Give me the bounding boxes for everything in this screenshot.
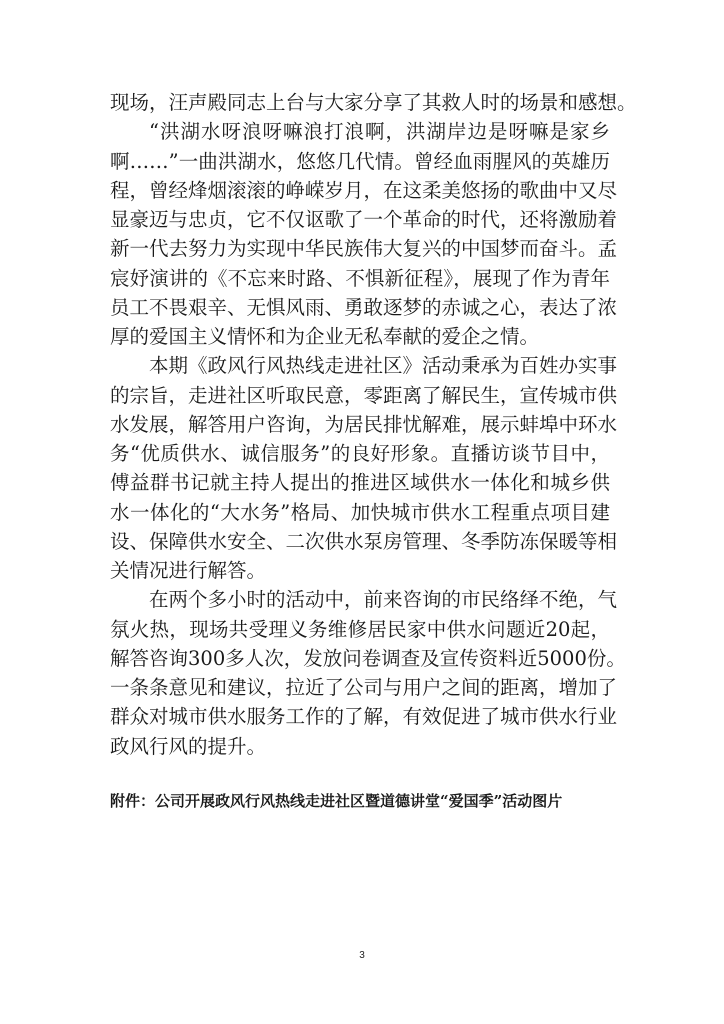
paragraph-3-line-4: 务“优质供水、诚信服务”的良好形象。直播访谈节目中，	[110, 442, 610, 465]
paragraph-2-line-4: 显豪迈与忠贞，它不仅讴歌了一个革命的时代，还将激励着	[110, 208, 618, 231]
paragraph-2-line-6: 宸妤演讲的《不忘来时路、不惧新征程》，展现了作为青年	[110, 266, 610, 290]
paragraph-4-line-2: 氛火热，现场共受理义务维修居民家中供水问题近20起，	[110, 617, 610, 641]
paragraph-2-line-3: 程，曾经烽烟滚滚的峥嵘岁月，在这柔美悠扬的歌曲中又尽	[110, 178, 618, 202]
paragraph-3-line-1: 本期《政风行风热线走进社区》活动秉承为百姓办实事	[149, 354, 618, 378]
paragraph-4-line-4: 一条条意见和建议，拉近了公司与用户之间的距离，增加了	[110, 676, 618, 699]
body-text	[110, 88, 637, 761]
paragraph-2-line-7: 员工不畏艰辛、无惧风雨、勇敢逐梦的赤诚之心，表达了浓	[110, 295, 618, 319]
paragraph-4-line-5: 群众对城市供水服务工作的了解，有效促进了城市供水行业	[110, 705, 618, 729]
paragraph-4-line-1: 在两个多小时的活动中，前来咨询的市民络绎不绝，气	[149, 588, 618, 612]
paragraph-3-line-7: 设、保障供水安全、二次供水泵房管理、冬季防冻保暖等相	[110, 529, 618, 553]
paragraph-3-line-2: 的宗旨，走进社区听取民意，零距离了解民生，宣传城市供	[110, 383, 618, 407]
paragraph-2-line-2: 啊……”一曲洪湖水，悠悠几代情。曾经血雨腥风的英雄历	[110, 149, 610, 173]
paragraph-3-line-8: 关情况进行解答。	[110, 559, 267, 582]
paragraph-2-line-8: 厚的爱国主义情怀和为企业无私奉献的爱企之情。	[110, 325, 540, 348]
paragraph-3-line-6: 水一体化的“大水务”格局、加快城市供水工程重点项目建	[110, 500, 610, 524]
paragraph-4-line-3: 解答咨询300多人次，发放问卷调查及宣传资料近5000份。	[110, 646, 626, 670]
paragraph-3-line-3: 水发展，解答用户咨询，为居民排忧解难，展示蚌埠中环水	[110, 412, 618, 436]
paragraph-1-line-1: 现场，汪声殿同志上台与大家分享了其救人时的场景和感想。	[110, 91, 637, 114]
paragraph-2-line-5: 新一代去努力为实现中华民族伟大复兴的中国梦而奋斗。孟	[110, 237, 618, 261]
paragraph-2-line-1: “洪湖水呀浪呀嘛浪打浪啊，洪湖岸边是呀嘛是家乡	[149, 120, 610, 144]
attachment-note: 附件：公司开展政风行风热线走进社区暨道德讲堂“爱国季”活动图片	[110, 792, 563, 810]
paragraph-3-line-5: 傅益群书记就主持人提出的推进区域供水一体化和城乡供	[110, 471, 610, 495]
page-number: 3	[359, 950, 365, 961]
paragraph-4-line-6: 政风行风的提升。	[110, 734, 267, 758]
